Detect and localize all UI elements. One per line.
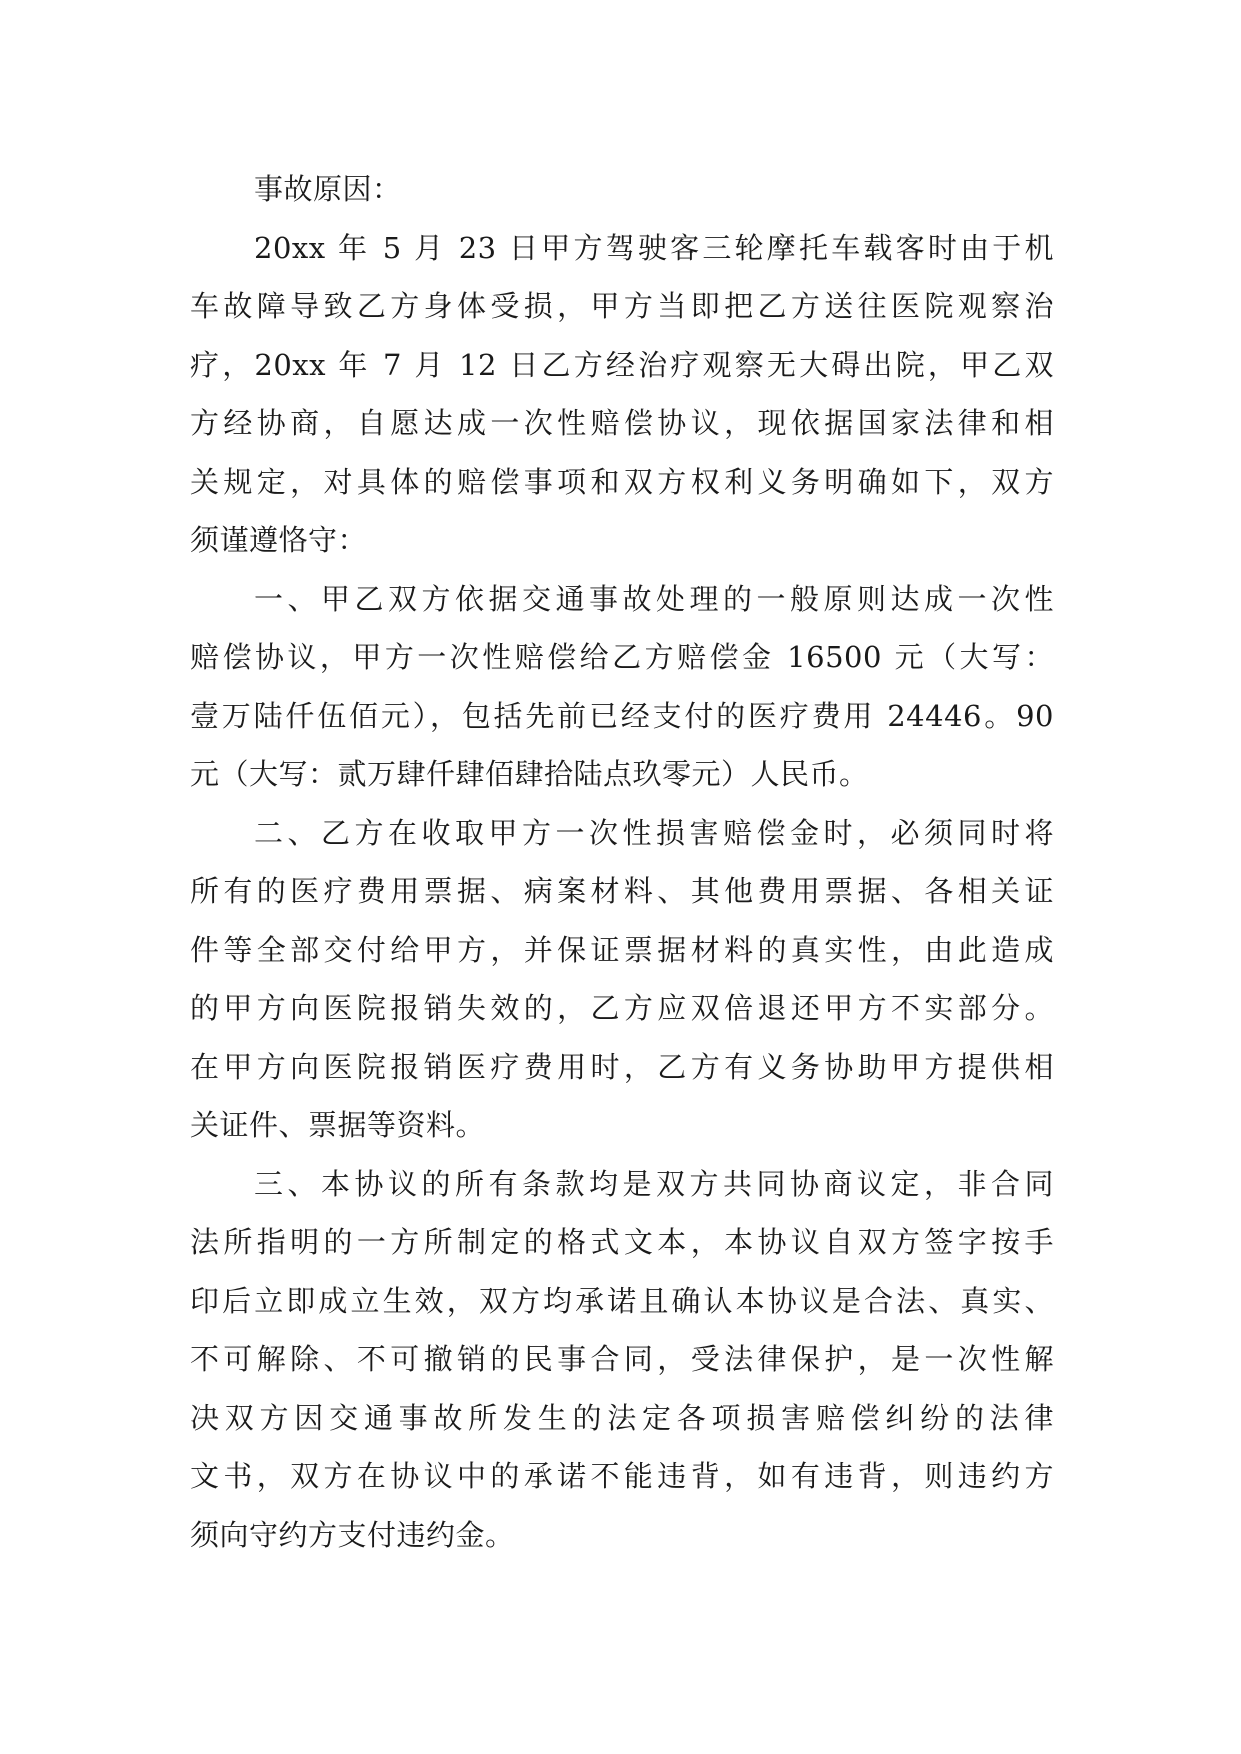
text-line: 方经协商，自愿达成一次性赔偿协议，现依据国家法律和相 [190,406,1054,440]
text-line: 所有的医疗费用票据、病案材料、其他费用票据、各相关证 [190,874,1054,908]
text-line: 车故障导致乙方身体受损，甲方当即把乙方送往医院观察治 [190,289,1054,323]
paragraph-accident-description [190,219,1054,570]
text-line: 须向守约方支付违约金。 [190,1517,515,1552]
text-line: 二、乙方在收取甲方一次性损害赔偿金时，必须同时将 [254,815,1054,850]
text-line: 壹万陆仟伍佰元），包括先前已经支付的医疗费用 24446。90 [190,698,1054,733]
document-body [190,160,1054,1564]
text-line: 在甲方向医院报销医疗费用时，乙方有义务协助甲方提供相 [190,1049,1054,1084]
paragraph-clause-2 [190,804,1054,1155]
text-line: 关规定，对具体的赔偿事项和双方权利义务明确如下，双方 [190,464,1054,499]
text-line: 法所指明的一方所制定的格式文本，本协议自双方签字按手 [190,1225,1054,1259]
section-heading: 事故原因： [254,172,402,206]
text-line: 文书，双方在协议中的承诺不能违背，如有违背，则违约方 [190,1459,1054,1493]
text-line: 决双方因交通事故所发生的法定各项损害赔偿纠纷的法律 [190,1400,1054,1435]
text-line: 不可解除、不可撤销的民事合同，受法律保护，是一次性解 [190,1342,1054,1376]
text-line: 的甲方向医院报销失效的，乙方应双倍退还甲方不实部分。 [190,991,1054,1025]
paragraph-clause-3 [190,1155,1054,1565]
text-line: 20xx 年 5 月 23 日甲方驾驶客三轮摩托车载客时由于机 [254,230,1054,265]
text-line: 三、本协议的所有条款均是双方共同协商议定，非合同 [254,1166,1054,1201]
text-line: 印后立即成立生效，双方均承诺且确认本协议是合法、真实、 [190,1283,1054,1318]
text-line: 赔偿协议，甲方一次性赔偿给乙方赔偿金 16500 元（大写： [190,640,1054,674]
paragraph-clause-1 [190,570,1054,804]
text-line: 关证件、票据等资料。 [190,1108,486,1142]
text-line: 疗，20xx 年 7 月 12 日乙方经治疗观察无大碍出院，甲乙双 [190,347,1054,382]
text-line: 件等全部交付给甲方，并保证票据材料的真实性，由此造成 [190,932,1054,967]
text-line: 一、甲乙双方依据交通事故处理的一般原则达成一次性 [254,581,1054,616]
text-line: 须谨遵恪守： [190,523,368,557]
text-line: 元（大写：贰万肆仟肆佰肆拾陆点玖零元）人民币。 [190,757,869,791]
